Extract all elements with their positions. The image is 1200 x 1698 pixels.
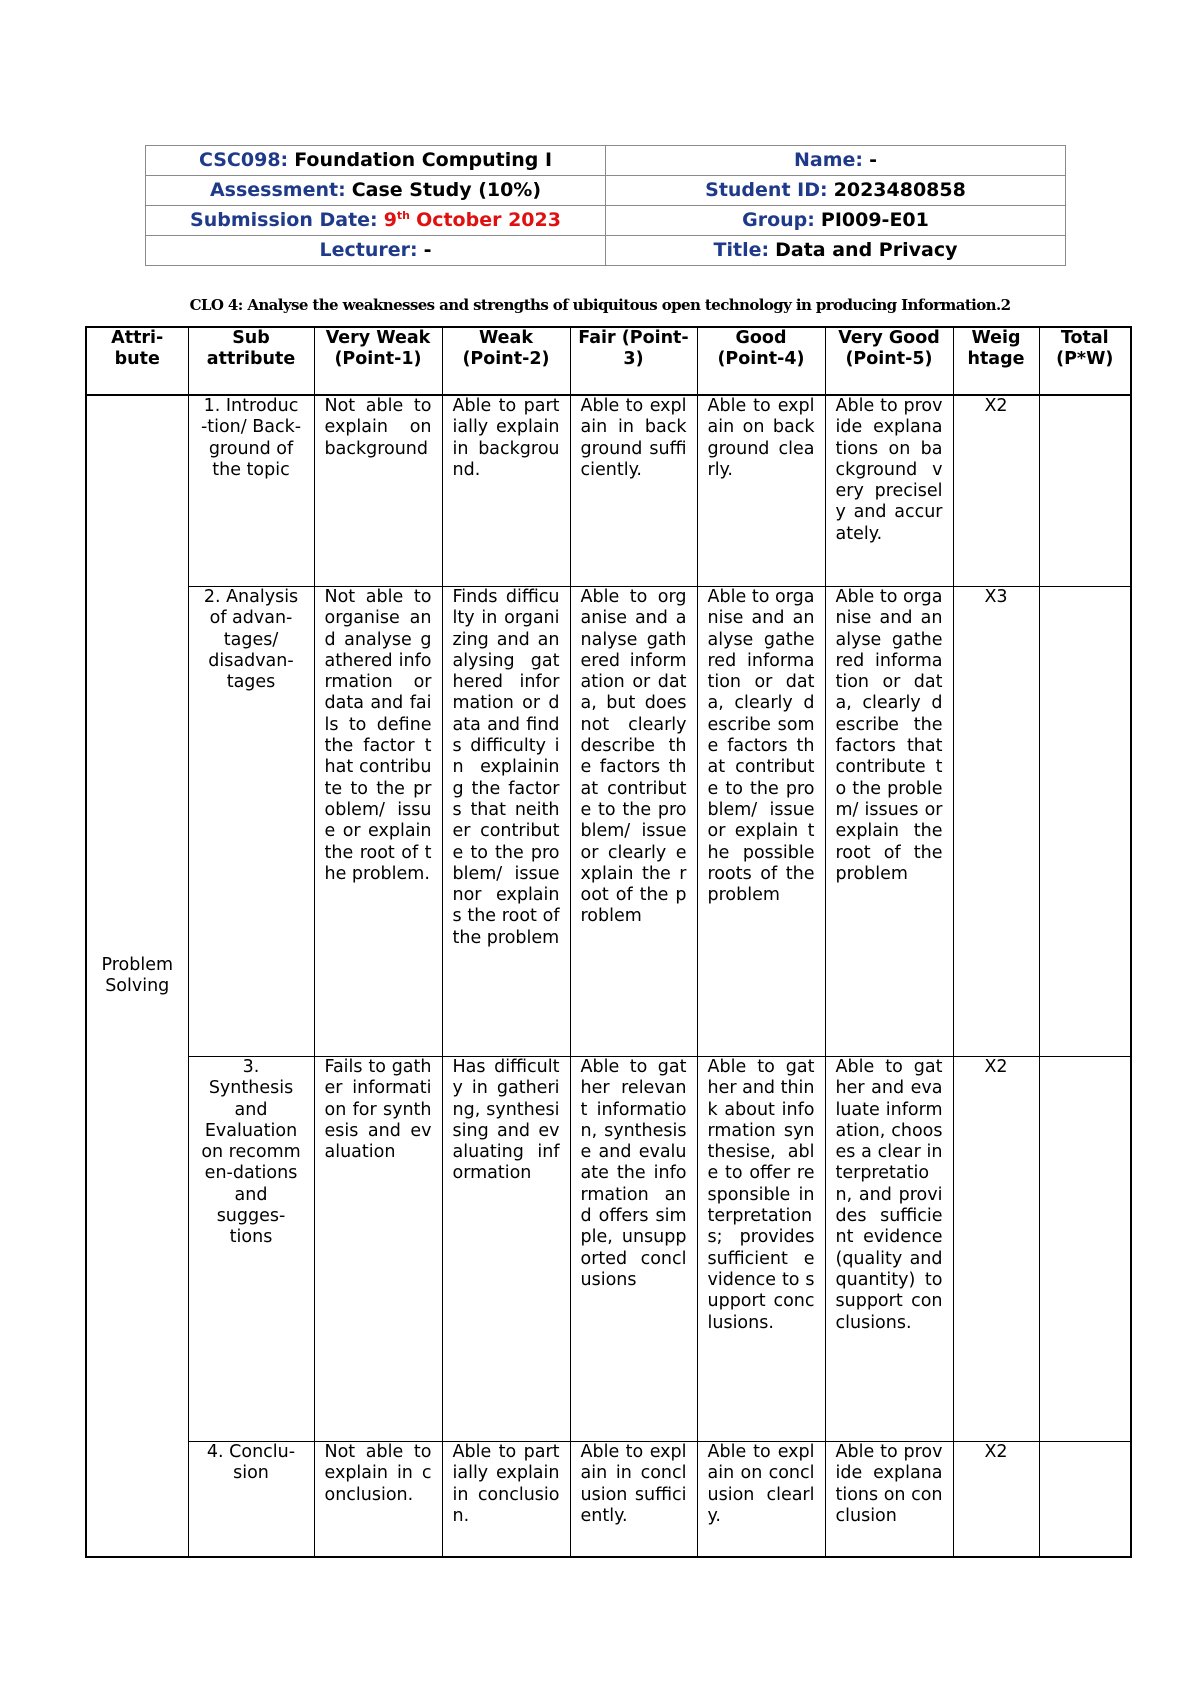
info-row xyxy=(146,176,1066,206)
very-weak-cell: Not able to explain in conclusion. xyxy=(314,1442,442,1558)
total-cell[interactable] xyxy=(1039,1442,1131,1558)
student-id-label: Student ID: xyxy=(705,179,828,201)
weightage-cell: X2 xyxy=(953,1442,1039,1558)
col-header-very-weak: Very Weak (Point-1) xyxy=(314,327,442,395)
very-weak-cell: Fails to gather information for synthesis and evaluation xyxy=(314,1057,442,1442)
weightage-cell: X3 xyxy=(953,587,1039,1057)
very-good-cell: Able to provide explanations on conclusion xyxy=(825,1442,953,1558)
rubric-header-row xyxy=(86,327,1131,395)
table-row xyxy=(86,1057,1131,1442)
very-good-cell: Able to provide explanations on background very precisely and accurately. xyxy=(825,395,953,587)
col-header-weightage-label: Weig htage xyxy=(967,328,1025,370)
title-cell xyxy=(606,236,1066,266)
rubric-table xyxy=(85,326,1132,1558)
sub-attribute-cell: 4. Conclu-sion xyxy=(188,1442,314,1558)
fair-cell: Able to explain in background sufficiently. xyxy=(570,395,697,587)
course-label: CSC098: xyxy=(198,149,289,171)
name-label: Name: xyxy=(794,149,864,171)
name-cell xyxy=(606,146,1066,176)
course-value: Foundation Computing I xyxy=(294,149,553,171)
clo-statement: CLO 4: Analyse the weaknesses and strengths of ubiquitous open technology in producing Information.2 xyxy=(189,296,1011,314)
sub-attribute-cell: 3. Synthesis and Evaluation on recomm en-dations and sugges-tions xyxy=(188,1057,314,1442)
sub-attribute-cell: 1. Introduc -tion/ Back-ground of the topic xyxy=(188,395,314,587)
total-cell[interactable] xyxy=(1039,395,1131,587)
assessment-value: Case Study (10%) xyxy=(351,179,542,201)
submission-date-rest: October 2023 xyxy=(416,209,561,231)
student-id-cell xyxy=(606,176,1066,206)
weak-cell: Finds difficulty in organizing and analysing gathered information or data and finds difficulty in explaining the factors that neither contribute to the problem/ issue nor explains the root of the problem xyxy=(442,587,570,1057)
weak-cell: Has difficulty in gathering, synthesising and evaluating information xyxy=(442,1057,570,1442)
submission-cell xyxy=(146,206,606,236)
fair-cell: Able to organise and analyse gathered information or data, but does not clearly describe the factors that contribute to the problem/ issue or clearly explain the root of the problem xyxy=(570,587,697,1057)
submission-label: Submission Date: xyxy=(190,209,378,231)
col-header-attribute-label: Attri- bute xyxy=(111,328,164,370)
submission-day: 9 xyxy=(383,209,397,231)
col-header-sub-attribute: Sub attribute xyxy=(188,327,314,395)
weightage-cell: X2 xyxy=(953,395,1039,587)
col-header-very-good: Very Good (Point-5) xyxy=(825,327,953,395)
group-cell xyxy=(606,206,1066,236)
weak-cell: Able to partially explain in conclusion. xyxy=(442,1442,570,1558)
title-value: Data and Privacy xyxy=(775,239,958,261)
very-weak-cell: Not able to explain on background xyxy=(314,395,442,587)
total-cell[interactable] xyxy=(1039,587,1131,1057)
info-row xyxy=(146,236,1066,266)
table-row xyxy=(86,1442,1131,1558)
good-cell: Able to gather and think about information synthesise, able to offer responsible interpretations; provides sufficient evidence to support conclusions. xyxy=(697,1057,825,1442)
lecturer-label: Lecturer: xyxy=(319,239,418,261)
sub-attribute-cell: 2. Analysis of advan-tages/ disadvan-tages xyxy=(188,587,314,1057)
course-cell xyxy=(146,146,606,176)
table-row xyxy=(86,587,1131,1057)
fair-cell: Able to gather relevant information, synthesise and evaluate the information and offers simple, unsupported conclusions xyxy=(570,1057,697,1442)
assessment-label: Assessment: xyxy=(209,179,346,201)
name-value: - xyxy=(869,149,877,171)
table-row xyxy=(86,395,1131,587)
total-cell[interactable] xyxy=(1039,1057,1131,1442)
info-row xyxy=(146,206,1066,236)
col-header-good: Good (Point-4) xyxy=(697,327,825,395)
col-header-total: Total (P*W) xyxy=(1039,327,1131,395)
col-header-weightage xyxy=(953,327,1039,395)
title-label: Title: xyxy=(713,239,770,261)
student-id-value: 2023480858 xyxy=(833,179,966,201)
attribute-cell: Problem Solving xyxy=(86,395,188,1557)
fair-cell: Able to explain in conclusion sufficiently. xyxy=(570,1442,697,1558)
submission-suffix: th xyxy=(396,209,411,222)
good-cell: Able to explain on conclusion clearly. xyxy=(697,1442,825,1558)
info-row xyxy=(146,146,1066,176)
course-info-table xyxy=(145,145,1066,266)
col-header-weak: Weak (Point-2) xyxy=(442,327,570,395)
assessment-cell xyxy=(146,176,606,206)
good-cell: Able to organise and analyse gathered information or data, clearly describe some factors that contribute to the problem/ issue or explain the possible roots of the problem xyxy=(697,587,825,1057)
very-good-cell: Able to organise and analyse gathered information or data, clearly describe the factors that contribute to the problem/ issues or explain the root of the problem xyxy=(825,587,953,1057)
col-header-fair: Fair (Point-3) xyxy=(570,327,697,395)
lecturer-value: - xyxy=(423,239,432,261)
good-cell: Able to explain on background clearly. xyxy=(697,395,825,587)
col-header-attribute xyxy=(86,327,188,395)
weak-cell: Able to partially explain in background. xyxy=(442,395,570,587)
group-label: Group: xyxy=(742,209,815,231)
group-value: PI009-E01 xyxy=(820,209,929,231)
very-weak-cell: Not able to organise and analyse gathered information or data and fails to define the factor that contribute to the problem/ issue or explain the root of the problem. xyxy=(314,587,442,1057)
weightage-cell: X2 xyxy=(953,1057,1039,1442)
very-good-cell: Able to gather and evaluate information, chooses a clear interpretation, and provides sufficient evidence (quality and quantity) to support conclusions. xyxy=(825,1057,953,1442)
lecturer-cell xyxy=(146,236,606,266)
